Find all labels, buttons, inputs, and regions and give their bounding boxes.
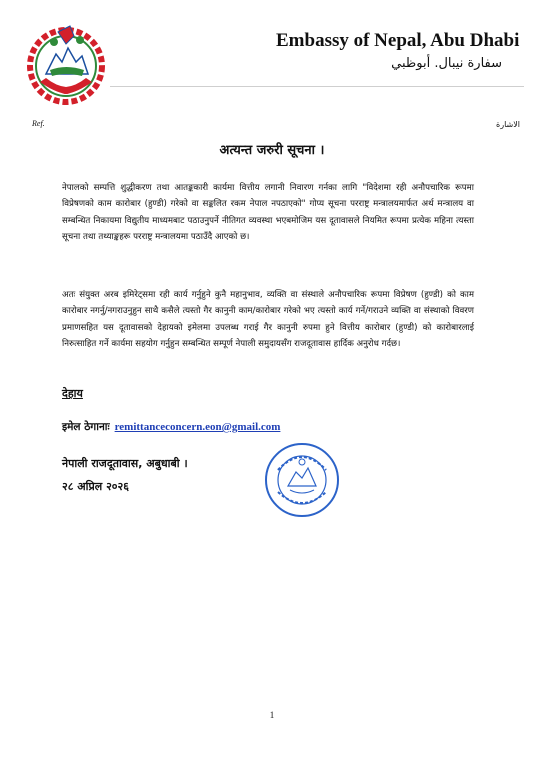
- notice-paragraph-2: अतः संयुक्त अरब इमिरेट्समा रही कार्य गर्नुहुने कुनै महानुभाव, व्यक्ति वा संस्थाले अनौपचारिक रूपमा विप्रेषण (हुण्डी) को काम कारोबार नगर्नु/नगराउनुहुन साथै कसैले त्यस्तो गैर कानुनी काम/कारोबार गरेको भए त्यस्तो कार्य गर्ने/गराउने व्यक्ति वा संस्थाको विवरण प्रमाणसहित यस दूतावासको देहायको इमेलमा उपलब्ध गराई गैर कानुनी रुपमा हुने वित्तीय कारोबार (हुण्डी) को कारोबारलाई निरुत्साहित गर्ने कार्यमा सहयोग गर्नुहुन सम्बन्धित सम्पूर्ण नेपाली समुदायसँग राजदूतावास हार्दिक अनुरोध गर्दछ।: [62, 290, 474, 349]
- email-link[interactable]: remittanceconcern.eon@gmail.com: [114, 421, 281, 433]
- embassy-title: Embassy of Nepal, Abu Dhabi: [276, 30, 520, 51]
- embassy-seal-stamp-icon: [262, 440, 342, 520]
- ref-label: Ref.: [32, 119, 45, 128]
- email-label: इमेल ठेगानाः: [62, 421, 110, 433]
- notice-paragraph-1: नेपालको सम्पत्ति शुद्धीकरण तथा आतङ्ककारी कार्यमा वित्तीय लगानी निवारण गर्नका लागि "विदेशमा रही अनौपचारिक रूपमा विप्रेषणको काम कारोबार (हुण्डी) गरेको वा सङ्कलित रकम नेपाल नपठाएको" गोप्य सूचना परराष्ट्र मन्त्रालयमार्फत अर्थ मन्त्रालय वा सम्बन्धित निकायमा विद्युतीय माध्यमबाट पठाउनुपर्ने नीतिगत व्यवस्था भएबमोजिम यस दूतावासले नियमित रूपमा प्रत्येक महिना त्यस्ता सूचना तथा तथ्याङ्कहरू परराष्ट्र मन्त्रालयमा पठाउँदै आएको छ।: [62, 183, 474, 242]
- signature-date: २८ अप्रिल २०२६: [62, 480, 129, 493]
- nepal-emblem-icon: [24, 22, 108, 106]
- closing-heading: देहाय: [62, 387, 83, 400]
- embassy-title-arabic: سفارة نيبال. أبوظبي: [391, 56, 502, 71]
- notice-title: अत्यन्त जरुरी सूचना ।: [219, 143, 325, 158]
- email-line: [62, 420, 280, 434]
- signature-name: नेपाली राजदूतावास, अबुधाबी ।: [62, 457, 188, 470]
- header-divider: [110, 86, 524, 87]
- page-number: 1: [269, 710, 275, 720]
- ref-label-arabic: الاشارة: [496, 120, 520, 129]
